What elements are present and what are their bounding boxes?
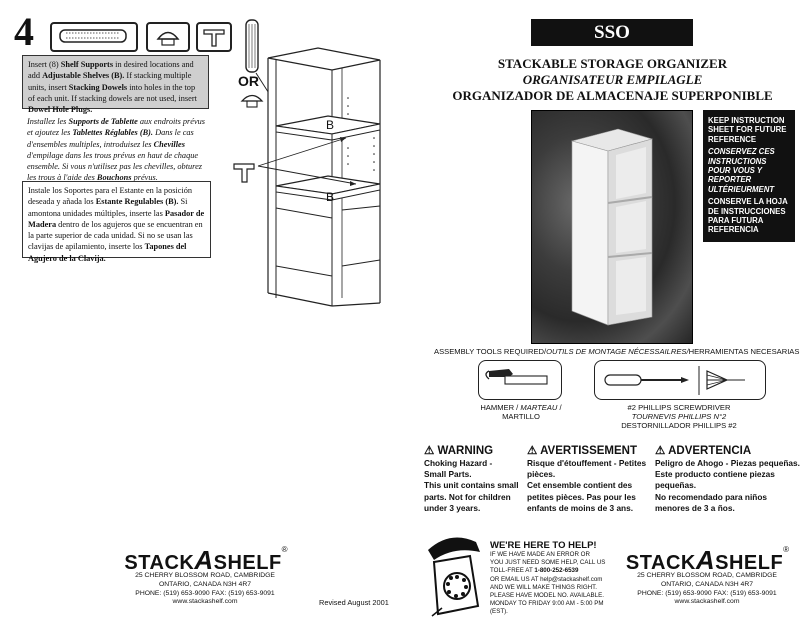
product-code: SSO <box>531 19 693 46</box>
instruction-text-run: Pasador de Madera <box>28 208 205 229</box>
warning-triangle-icon: ⚠ <box>655 445 666 457</box>
screwdriver-box <box>594 360 766 400</box>
help-block: WE'RE HERE TO HELP! IF WE HAVE MADE AN ERROR OR YOU JUST NEED SOME HELP, CALL US TOLL-FREE AT 1-800-252-6539 OR EMAIL US AT help@stackashelf.com AND WE WILL MAKE THINGS RIGHT. PLEASE HAVE MODEL NO. AVAILABLE. MONDAY TO FRIDAY 9:00 AM - 5:00 PM (EST). <box>490 540 606 616</box>
instruction-text-run: Installez les <box>27 117 69 126</box>
or-label: OR <box>238 73 259 89</box>
phillips-screwdriver-icon <box>595 361 765 399</box>
instruction-text-run: Adjustable Shelves (B). <box>42 71 125 81</box>
bookcase-diagram <box>228 38 398 338</box>
company-address-left: 25 CHERRY BLOSSOM ROAD, CAMBRIDGE ONTARIO, CANADA N3H 4R7 PHONE: (519) 653-9090 FAX: (519) 653-9091 www.stackashelf.com <box>135 572 275 606</box>
instruction-text-run: Dans le cas d'ensembles multiples, introduisez les <box>27 128 194 149</box>
instruction-text-run: Si amontona unidades múltiples, inserte las <box>28 197 188 218</box>
warning-triangle-icon: ⚠ <box>527 445 538 457</box>
instruction-text-run: Dowel Hole Plugs. <box>28 105 93 115</box>
warning-english: ⚠ WARNING Choking Hazard - Small Parts. This unit contains small parts. Not for children under 3 years. <box>424 445 519 513</box>
instruction-text-run: Bouchons <box>96 173 132 183</box>
product-title: STACKABLE STORAGE ORGANIZER ORGANISATEUR EMPILAGLE ORGANIZADOR DE ALMACENAJE SUPERPONIBLE <box>452 56 773 103</box>
bracket-icon <box>198 24 230 50</box>
hammer-label: HAMMER / MARTEAU / MARTILLO <box>480 403 562 421</box>
hammer-box <box>478 360 562 400</box>
instructions-spanish <box>22 181 211 263</box>
shelf-support-hardware <box>50 22 138 52</box>
instruction-text-run: Shelf Supports <box>60 60 114 69</box>
screwdriver-label: #2 PHILLIPS SCREWDRIVER TOURNEVIS PHILLIPS N°2 DESTORNILLADOR PHILLIPS #2 <box>621 403 737 430</box>
keep-instructions-panel: KEEP INSTRUCTION SHEET FOR FUTURE REFERENCE CONSERVEZ CES INSTRUCTIONS POUR VOUS Y REPORTER ULTÉRIEURMENT CONSERVE LA HOJA DE INSTRUCCIONES PARA FUTURA REFERENCIA <box>703 110 795 242</box>
tools-required-heading: ASSEMBLY TOOLS REQUIRED/OUTILS DE MONTAGE NÉCESSAILRES/HERRAMIENTAS NECESARIAS <box>434 347 800 356</box>
revised-date: Revised August 2001 <box>319 598 389 607</box>
bracket-hardware <box>196 22 232 52</box>
instruction-text-run: Stacking Dowels <box>68 82 128 92</box>
instruction-text-run: prévus. <box>131 173 158 183</box>
company-address-right: 25 CHERRY BLOSSOM ROAD, CAMBRIDGE ONTARIO, CANADA N3H 4R7 PHONE: (519) 653-9090 FAX: (519) 653-9091 www.stackashelf.com <box>637 572 777 606</box>
instruction-text-run: If stacking multiple units, insert <box>28 71 192 92</box>
organizer-photo-image <box>532 111 692 343</box>
shelf-support-icon <box>52 24 136 50</box>
telephone-icon <box>420 528 486 620</box>
instruction-text-run: in desired locations and add <box>28 60 194 81</box>
company-logo-left: STACKASHELF® <box>124 545 288 575</box>
hammer-icon <box>479 361 561 399</box>
product-photo <box>531 110 693 344</box>
instruction-text-run: d'empilage dans les trous prévus en haut de chaque ensemble. Si vous n'utilisez pas les chevilles, obturez les trous à l'aide des <box>27 150 202 183</box>
toll-free-number: 1-800-252-6539 <box>534 567 579 575</box>
warning-french: ⚠ AVERTISSEMENT Risque d'étouffement - Petites pièces. Cet ensemble contient des petites pièces. Pas pour les enfants de moins de 3 ans. <box>527 445 647 513</box>
dowel-plug-icon <box>148 24 188 50</box>
instruction-text-run: Supports de Tablette <box>68 117 138 126</box>
instruction-text-run: Insert (8) <box>28 60 61 69</box>
instruction-text-run: Tablettes Réglables (B). <box>72 128 153 138</box>
shelf-label-b-upper: B <box>326 118 335 132</box>
warning-triangle-icon: ⚠ <box>424 445 435 457</box>
warning-spanish: ⚠ ADVERTENCIA Peligro de Ahogo - Piezas pequeñas. Este producto contiene piezas pequeñas. No recomendado para niños menores de 3 a ños. <box>655 445 800 513</box>
instruction-text-run: Estante Regulables (B). <box>95 197 179 207</box>
shelf-support-bracket-icon <box>232 160 260 188</box>
instruction-text-run: Chevilles <box>153 139 185 149</box>
step-number: 4 <box>14 9 34 54</box>
shelf-label-b-lower: B <box>326 190 335 204</box>
instruction-text-run: Instale los Soportes para el Estante en la posición deseada y añada los <box>28 186 193 207</box>
company-logo-right: STACKASHELF® <box>625 545 790 575</box>
instruction-text-run: aux endroits prévus et ajoutez les <box>27 117 206 138</box>
instruction-text-run: dentro de los agujeros que se encuentran en la parte superior de cada unidad. Si no se usan las clavijas de apilamiento, inserte los <box>28 219 203 252</box>
instructions-english <box>22 55 209 115</box>
instruction-text-run: Tapones del Agujero de la Clavija. <box>28 242 187 263</box>
dowel-plug-hardware <box>146 22 190 52</box>
instruction-text-run: into holes in the top of each unit. If stacking dowels are not used, insert <box>28 82 197 103</box>
instructions-french <box>22 113 212 183</box>
